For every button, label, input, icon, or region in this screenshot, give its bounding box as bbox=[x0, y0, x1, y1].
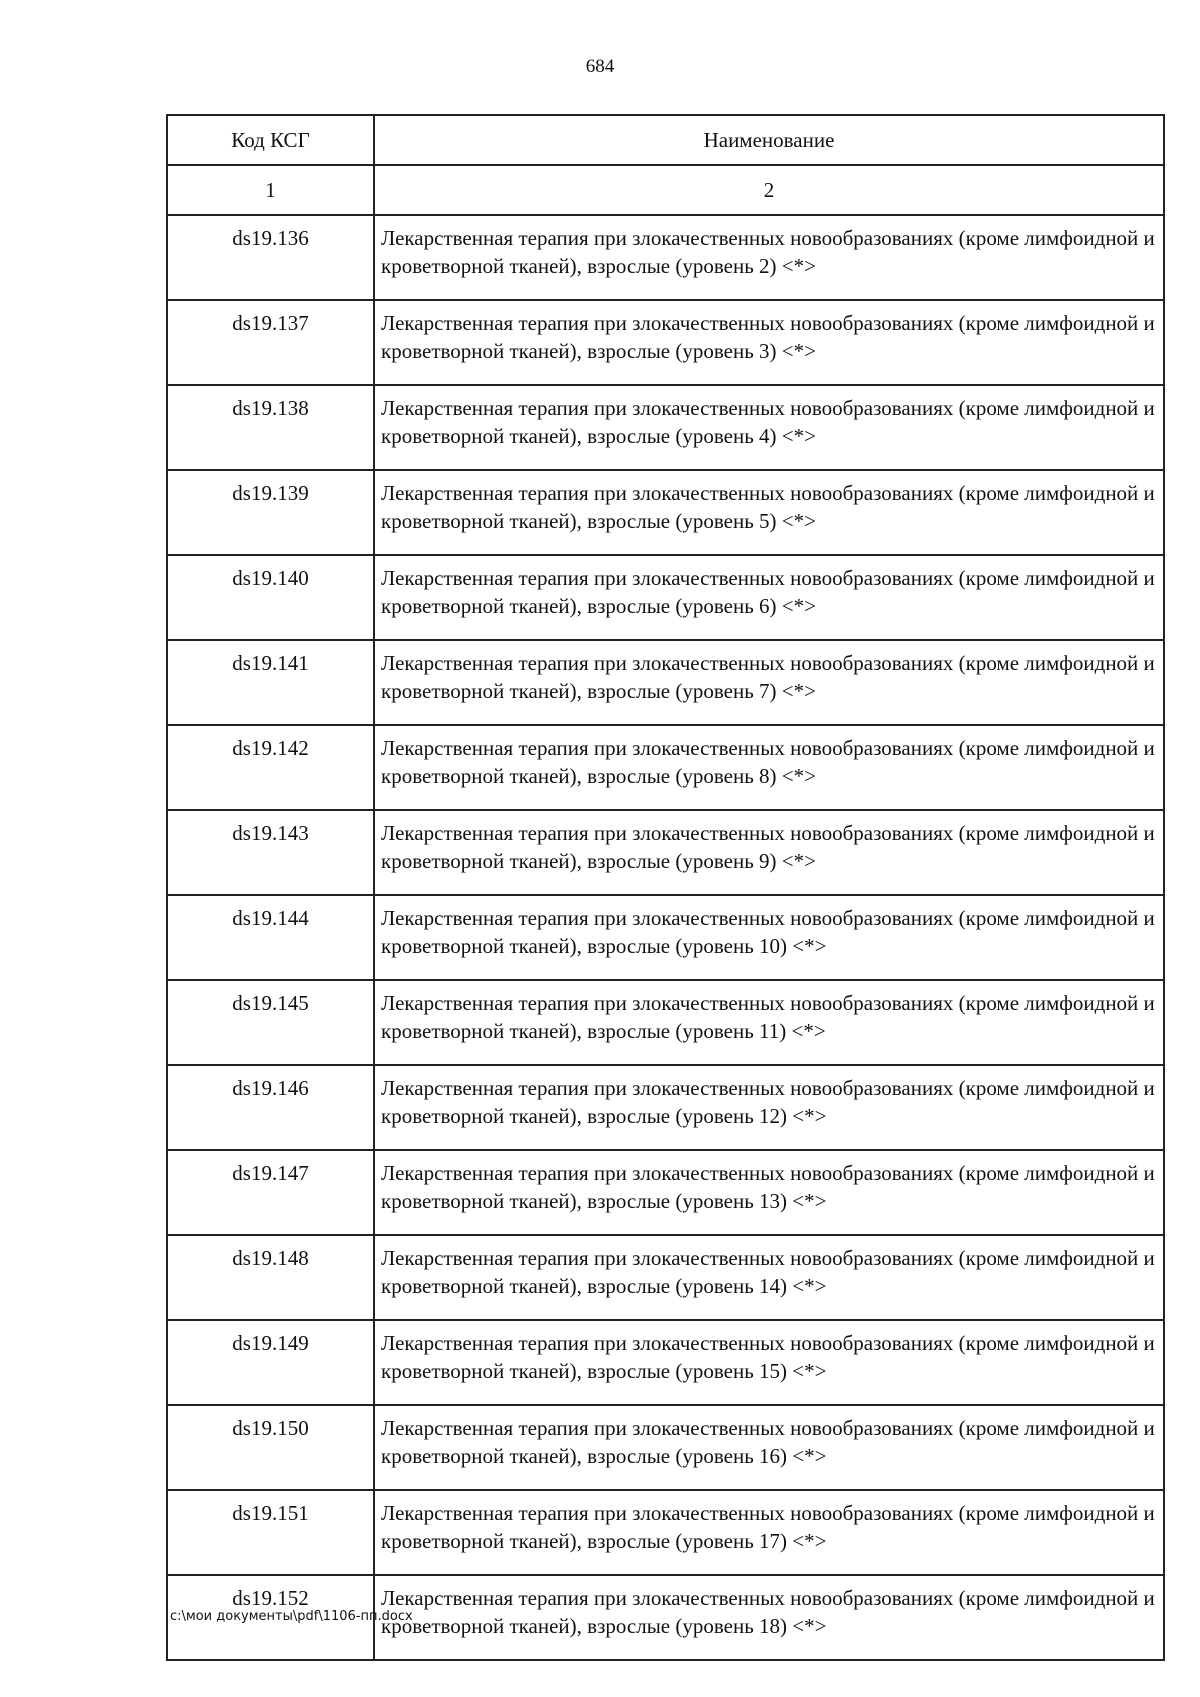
ksg-code-cell: ds19.151 bbox=[167, 1490, 374, 1575]
ksg-name-cell: Лекарственная терапия при злокачественных новообразованиях (кроме лимфоидной и кроветворной тканей), взрослые (уровень 13) <*> bbox=[374, 1150, 1164, 1235]
table-header-row bbox=[167, 115, 1164, 165]
ksg-table bbox=[166, 114, 1165, 1661]
ksg-name-cell: Лекарственная терапия при злокачественных новообразованиях (кроме лимфоидной и кроветворной тканей), взрослые (уровень 16) <*> bbox=[374, 1405, 1164, 1490]
ksg-code-cell: ds19.147 bbox=[167, 1150, 374, 1235]
table-row bbox=[167, 1150, 1164, 1235]
ksg-code-cell: ds19.150 bbox=[167, 1405, 374, 1490]
ksg-name-cell: Лекарственная терапия при злокачественных новообразованиях (кроме лимфоидной и кроветворной тканей), взрослые (уровень 6) <*> bbox=[374, 555, 1164, 640]
ksg-code-cell: ds19.136 bbox=[167, 215, 374, 300]
table-row bbox=[167, 1065, 1164, 1150]
table-row bbox=[167, 1320, 1164, 1405]
ksg-code-cell: ds19.148 bbox=[167, 1235, 374, 1320]
ksg-code-cell: ds19.138 bbox=[167, 385, 374, 470]
ksg-code-cell: ds19.144 bbox=[167, 895, 374, 980]
column-number-row bbox=[167, 165, 1164, 215]
ksg-name-cell: Лекарственная терапия при злокачественных новообразованиях (кроме лимфоидной и кроветворной тканей), взрослые (уровень 9) <*> bbox=[374, 810, 1164, 895]
ksg-code-cell: ds19.145 bbox=[167, 980, 374, 1065]
ksg-name-cell: Лекарственная терапия при злокачественных новообразованиях (кроме лимфоидной и кроветворной тканей), взрослые (уровень 10) <*> bbox=[374, 895, 1164, 980]
ksg-code-cell: ds19.137 bbox=[167, 300, 374, 385]
page-number: 684 bbox=[585, 56, 615, 77]
table-row bbox=[167, 1235, 1164, 1320]
footer-file-path: c:\мои документы\pdf\1106-пп.docx bbox=[170, 1609, 413, 1624]
table-row bbox=[167, 980, 1164, 1065]
table-row bbox=[167, 1490, 1164, 1575]
table-row bbox=[167, 895, 1164, 980]
ksg-code-cell: ds19.143 bbox=[167, 810, 374, 895]
column-header-name: Наименование bbox=[374, 115, 1164, 165]
table-row bbox=[167, 640, 1164, 725]
ksg-name-cell: Лекарственная терапия при злокачественных новообразованиях (кроме лимфоидной и кроветворной тканей), взрослые (уровень 5) <*> bbox=[374, 470, 1164, 555]
table-row bbox=[167, 385, 1164, 470]
table-row bbox=[167, 300, 1164, 385]
ksg-name-cell: Лекарственная терапия при злокачественных новообразованиях (кроме лимфоидной и кроветворной тканей), взрослые (уровень 15) <*> bbox=[374, 1320, 1164, 1405]
table-row bbox=[167, 555, 1164, 640]
ksg-code-cell: ds19.140 bbox=[167, 555, 374, 640]
column-number-1: 1 bbox=[167, 165, 374, 215]
ksg-code-cell: ds19.149 bbox=[167, 1320, 374, 1405]
ksg-name-cell: Лекарственная терапия при злокачественных новообразованиях (кроме лимфоидной и кроветворной тканей), взрослые (уровень 14) <*> bbox=[374, 1235, 1164, 1320]
ksg-code-cell: ds19.152 bbox=[167, 1575, 374, 1660]
table-row bbox=[167, 725, 1164, 810]
ksg-name-cell: Лекарственная терапия при злокачественных новообразованиях (кроме лимфоидной и кроветворной тканей), взрослые (уровень 4) <*> bbox=[374, 385, 1164, 470]
ksg-name-cell: Лекарственная терапия при злокачественных новообразованиях (кроме лимфоидной и кроветворной тканей), взрослые (уровень 8) <*> bbox=[374, 725, 1164, 810]
ksg-name-cell: Лекарственная терапия при злокачественных новообразованиях (кроме лимфоидной и кроветворной тканей), взрослые (уровень 3) <*> bbox=[374, 300, 1164, 385]
ksg-code-cell: ds19.142 bbox=[167, 725, 374, 810]
ksg-code-cell: ds19.141 bbox=[167, 640, 374, 725]
table-row bbox=[167, 810, 1164, 895]
table-row bbox=[167, 470, 1164, 555]
ksg-name-cell: Лекарственная терапия при злокачественных новообразованиях (кроме лимфоидной и кроветворной тканей), взрослые (уровень 2) <*> bbox=[374, 215, 1164, 300]
ksg-name-cell: Лекарственная терапия при злокачественных новообразованиях (кроме лимфоидной и кроветворной тканей), взрослые (уровень 7) <*> bbox=[374, 640, 1164, 725]
table-row bbox=[167, 1405, 1164, 1490]
ksg-name-cell: Лекарственная терапия при злокачественных новообразованиях (кроме лимфоидной и кроветворной тканей), взрослые (уровень 17) <*> bbox=[374, 1490, 1164, 1575]
ksg-code-cell: ds19.139 bbox=[167, 470, 374, 555]
ksg-name-cell: Лекарственная терапия при злокачественных новообразованиях (кроме лимфоидной и кроветворной тканей), взрослые (уровень 11) <*> bbox=[374, 980, 1164, 1065]
column-header-code: Код КСГ bbox=[167, 115, 374, 165]
column-number-2: 2 bbox=[374, 165, 1164, 215]
table-row bbox=[167, 215, 1164, 300]
ksg-name-cell: Лекарственная терапия при злокачественных новообразованиях (кроме лимфоидной и кроветворной тканей), взрослые (уровень 12) <*> bbox=[374, 1065, 1164, 1150]
ksg-code-cell: ds19.146 bbox=[167, 1065, 374, 1150]
ksg-name-cell: Лекарственная терапия при злокачественных новообразованиях (кроме лимфоидной и кроветворной тканей), взрослые (уровень 18) <*> bbox=[374, 1575, 1164, 1660]
